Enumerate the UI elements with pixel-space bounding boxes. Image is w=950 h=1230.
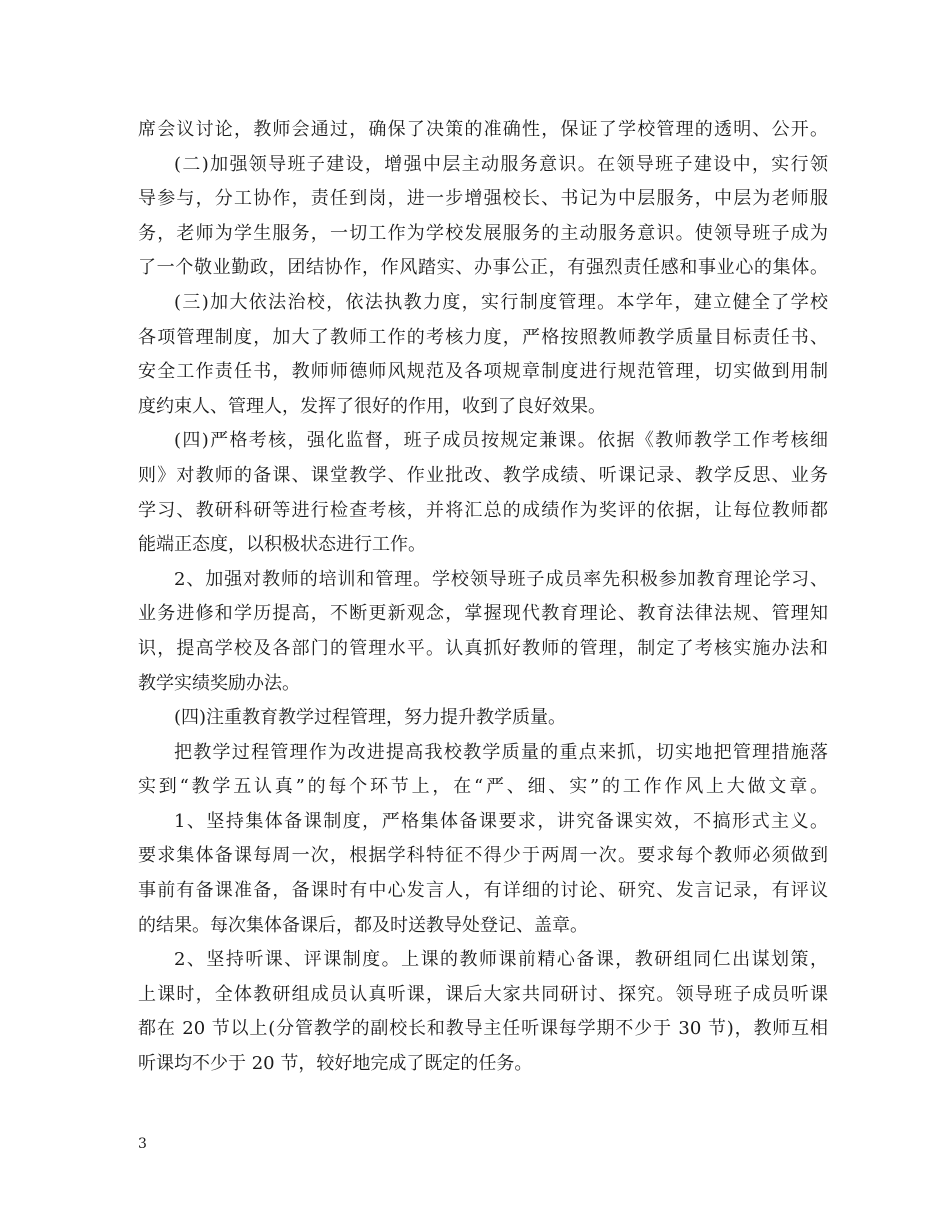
- text-line: (四)严格考核，强化监督，班子成员按规定兼课。依据《教师教学工作考核细: [174, 430, 828, 452]
- text-line: 2、加强对教师的培训和管理。学校领导班子成员率先积极参加教育理论学习、: [174, 568, 828, 590]
- text-line: 教学实绩奖励办法。: [138, 672, 300, 694]
- text-line: 识，提高学校及各部门的管理水平。认真抓好教师的管理，制定了考核实施办法和: [138, 637, 828, 659]
- text-line: 能端正态度，以积极状态进行工作。: [138, 534, 426, 556]
- body-text: [138, 113, 828, 1082]
- page-number: 3: [138, 1136, 147, 1152]
- text-line: 上课时，全体教研组成员认真听课，课后大家共同研讨、探究。领导班子成员听课: [138, 983, 828, 1005]
- text-line: 导参与，分工协作，责任到岗，进一步增强校长、书记为中层服务，中层为老师服: [138, 188, 828, 210]
- text-line: 要求集体备课每周一次，根据学科特征不得少于两周一次。要求每个教师必须做到: [138, 845, 828, 867]
- text-line: (三)加大依法治校，依法执教力度，实行制度管理。本学年，建立健全了学校: [174, 291, 828, 313]
- text-line: 则》对教师的备课、课堂教学、作业批改、教学成绩、听课记录、教学反思、业务: [138, 464, 828, 486]
- text-line: 把教学过程管理作为改进提高我校教学质量的重点来抓，切实地把管理措施落: [174, 741, 828, 763]
- text-line: 度约束人、管理人，发挥了很好的作用，收到了良好效果。: [138, 395, 606, 417]
- text-line: 都在 20 节以上(分管教学的副校长和教导主任听课每学期不少于 30 节)，教师互相: [138, 1018, 828, 1040]
- text-line: 各项管理制度，加大了教师工作的考核力度，严格按照教师教学质量目标责任书、: [138, 326, 828, 348]
- text-line: 听课均不少于 20 节，较好地完成了既定的任务。: [138, 1053, 533, 1075]
- text-line: 了一个敬业勤政，团结协作，作风踏实、办事公正，有强烈责任感和事业心的集体。: [138, 257, 828, 279]
- text-line: 业务进修和学历提高，不断更新观念，掌握现代教育理论、教育法律法规、管理知: [138, 603, 828, 625]
- text-line: 的结果。每次集体备课后，都及时送教导处登记、盖章。: [138, 914, 588, 936]
- text-line: 务，老师为学生服务，一切工作为学校发展服务的主动服务意识。使领导班子成为: [138, 222, 828, 244]
- text-line: 2、坚持听课、评课制度。上课的教师课前精心备课，教研组同仁出谋划策，: [174, 949, 828, 971]
- text-line: 事前有备课准备，备课时有中心发言人，有详细的讨论、研究、发言记录，有评议: [138, 880, 828, 902]
- text-line: (二)加强领导班子建设，增强中层主动服务意识。在领导班子建设中，实行领: [174, 153, 828, 175]
- text-line: 学习、教研科研等进行检查考核，并将汇总的成绩作为奖评的依据，让每位教师都: [138, 499, 828, 521]
- text-line: 1、坚持集体备课制度，严格集体备课要求，讲究备课实效，不搞形式主义。: [174, 810, 828, 832]
- text-line: 席会议讨论，教师会通过，确保了决策的准确性，保证了学校管理的透明、公开。: [138, 119, 828, 140]
- text-line: 实到“教学五认真”的每个环节上，在“严、细、实”的工作作风上大做文章。: [138, 776, 828, 798]
- text-line: (四)注重教育教学过程管理，努力提升教学质量。: [174, 707, 567, 729]
- text-line: 安全工作责任书，教师师德师风规范及各项规章制度进行规范管理，切实做到用制: [138, 361, 828, 383]
